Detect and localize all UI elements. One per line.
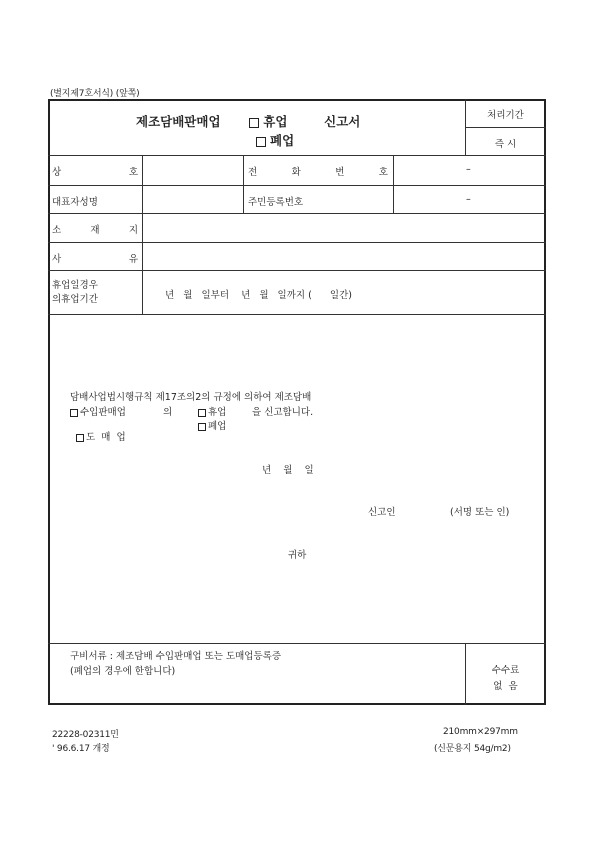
label-period-line1: 휴업일경우 xyxy=(52,280,98,291)
fee-label: 수수료 xyxy=(491,665,520,676)
fee-value: 없 음 xyxy=(493,681,518,692)
option-close xyxy=(198,418,226,432)
period-value: 년 월 일부터 년 월 일까지 ( 일간) xyxy=(165,290,352,301)
resident-dash: – xyxy=(466,194,471,205)
divider xyxy=(48,185,546,186)
divider xyxy=(48,213,546,214)
divider xyxy=(48,270,546,271)
form-code: (별지제7호서식) (앞쪽) xyxy=(50,89,140,99)
divider xyxy=(243,155,244,213)
divider xyxy=(48,155,546,156)
title-main: 제조담배판매업 xyxy=(136,114,221,129)
statement-line1: 담배사업법시행규칙 제17조의2의 규정에 의하여 제조담배 xyxy=(70,392,312,403)
date-line: 년 월 일 xyxy=(262,465,314,476)
label-rep-name: 대표자성명 xyxy=(52,197,98,208)
divider xyxy=(48,242,546,243)
title-suffix: 신고서 xyxy=(324,114,361,129)
label-resident-no: 주민등록번호 xyxy=(248,197,304,208)
option-import-sales xyxy=(70,404,126,418)
label-period xyxy=(52,279,98,307)
form-title xyxy=(136,112,360,130)
option-close-label: 폐업 xyxy=(208,421,227,432)
divider xyxy=(142,155,143,314)
checkbox-wholesale[interactable] xyxy=(76,434,84,442)
divider xyxy=(48,314,546,315)
option-wholesale-label: 도 매 업 xyxy=(86,432,126,443)
option-suspend-label: 휴업 xyxy=(208,407,227,418)
processing-value: 즉 시 xyxy=(494,139,517,150)
form-number: 22228-02311민 xyxy=(52,730,119,740)
label-trade-name: 상 호 xyxy=(52,167,138,178)
paper-size: 210mm×297mm xyxy=(443,727,518,737)
option-wholesale xyxy=(70,418,126,443)
statement-particle: 의 xyxy=(163,407,173,418)
paper-type: (신문용지 54g/m2) xyxy=(434,744,511,754)
checkbox-suspend-body[interactable] xyxy=(198,409,206,417)
revision-date: ' 96.6.17 개정 xyxy=(52,744,110,754)
divider xyxy=(48,643,546,644)
form-title-line2 xyxy=(256,131,294,149)
option-suspend xyxy=(198,404,226,418)
checkbox-import-sales[interactable] xyxy=(70,409,78,417)
label-reason: 사 유 xyxy=(52,254,138,265)
required-documents: 구비서류 : 제조담배 수입판매업 또는 도매업등록증 xyxy=(70,651,282,662)
signature-label: (서명 또는 인) xyxy=(450,507,510,518)
phone-dash: – xyxy=(466,164,471,175)
divider xyxy=(465,127,546,128)
label-phone: 전 화 번 호 xyxy=(248,167,388,178)
applicant-label: 신고인 xyxy=(368,507,396,518)
title-option-close: 폐업 xyxy=(270,133,295,148)
checkbox-close-body[interactable] xyxy=(198,423,206,431)
required-documents-note: (폐업의 경우에 한합니다) xyxy=(70,666,176,677)
processing-label: 처리기간 xyxy=(487,110,524,121)
label-address: 소 재 지 xyxy=(52,225,138,236)
option-import-sales-label: 수입판매업 xyxy=(80,407,126,418)
checkbox-suspend[interactable] xyxy=(249,118,259,128)
checkbox-close[interactable] xyxy=(256,137,266,147)
label-period-line2: 의휴업기간 xyxy=(52,294,98,305)
addressee-label: 귀하 xyxy=(288,550,307,561)
divider xyxy=(393,155,394,213)
title-option-suspend: 휴업 xyxy=(263,114,288,129)
statement-end: 을 신고합니다. xyxy=(252,407,314,418)
